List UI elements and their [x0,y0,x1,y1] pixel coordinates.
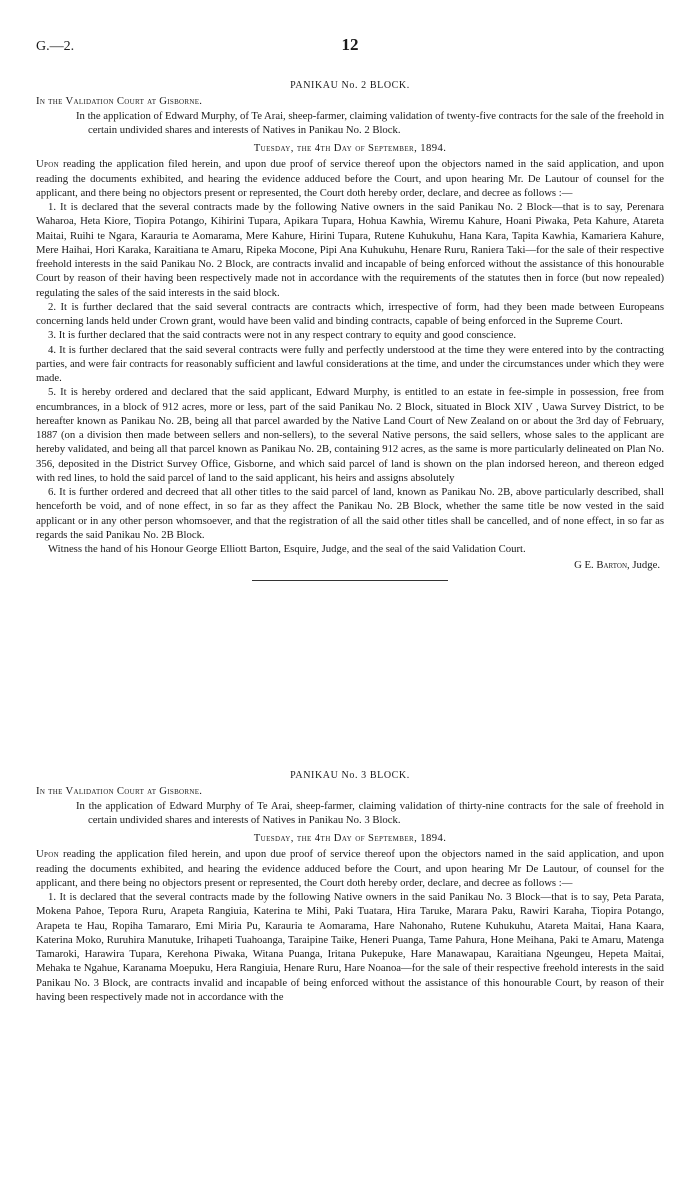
paragraph-2: 2. It is further declared that the said several contracts are contracts which, irrespective of form, had they been made between Europeans concerning lands held under Crown grant, would have been valid and binding contracts, capable of being enforced in the Supreme Court. [36,300,664,327]
section-panikau-3 [36,769,664,1004]
signature-title: , Judge. [627,559,660,572]
application-text: In the application of Edward Murphy of Te Arai, sheep-farmer, claiming validation of thirty-nine contracts for the sale of freehold in certain undivided shares and interests of Natives in Panikau No. 3 Block. [76,799,664,826]
intro-text: reading the application filed herein, and upon due proof of service thereof upon the objectors named in the said application, and upon reading the documents exhibited, and hearing the evidence adduced before the Court, and upon hearing Mr. De Lautour of counsel for the applicant, and there being no objectors present or represented, the Court doth hereby order, declare, and decree as follows :— [36,158,664,199]
intro-lead: Upon [36,158,59,171]
court-name: In the Validation Court at Gisborne. [36,785,203,798]
series-number: G.—2. [36,39,75,54]
application-text: In the application of Edward Murphy, of Te Arai, sheep-farmer, claiming validation of twenty-five contracts for the sale of the freehold in certain undivided shares and interests of Natives in Panikau No. 2 Block. [76,109,664,136]
page-header [36,35,664,60]
intro-paragraph [36,847,664,890]
page-number: 12 [341,35,359,54]
paragraph-6: 6. It is further ordered and decreed that all other titles to the said parcel of land, known as Panikau No. 2B, above particularly described, shall henceforth be void, and of none effect, in so far as they affect the Panikau No. 2B Block, whether the same title be now vested in the said applicant or in any other person whomsoever, and that the registration of all the said other titles shall be cancelled, and of none effect, in so far as regards the said Panikau No. 2B Block. [36,486,664,541]
intro-paragraph [36,157,664,200]
hearing-date: Tuesday, the 4th Day of September, 1894. [253,832,447,844]
block-title: PANIKAU No. 2 BLOCK. [290,80,410,91]
section-panikau-2 [36,79,664,589]
paragraph-4: 4. It is further declared that the said several contracts were fully and perfectly understood at the time they were entered into by the contracting parties, and were fair contracts for reasonably sufficient and lawful considerations at the time, and under the circumstances under which they were made. [36,343,664,384]
paragraph-1: 1. It is declared that the several contracts made by the following Native owners in the said Panikau No. 3 Block—that is to say, Peta Parata, Mokena Pahoe, Tepora Ruru, Arapeta Rangiuia, Katerina te Mihi, Paki Tuatara, Hira Taruke, Marara Paku, Rawiri Karaha, Tiopira Potango, Arapeta te Hau, Ropiha Tamararo, Emi Miria Pu, Karauria te Aomarama, Hare Nahonaho, Rutene Kuhukuhu, Atareta Maitai, Hana Kaara, Katerina Moko, Ruruhira Manutuke, Irihapeti Tuahoanga, Taraipine Taike, Heneri Puanga, Tame Pahura, Hone Meihana, Paki te Amaru, Matenga Tamaroki, Harawira Tupara, Kerehona Piwaka, Witana Puanga, Iritana Pukepuke, Hare Manawapau, Karaitiana Ngeungeu, Hepeta Maitai, Mehaka te Ngahue, Karanama Moepuku, Hera Rangiuia, Henare Ruru, Hare Noanoa—for the sale of their respective freehold interests in the said Panikau No. 3 Block, are contracts invalid and incapable of being enforced without the assistance of this honourable Court, by reason of their having been respectively made not in accordance with the [36,891,664,1003]
court-name: In the Validation Court at Gisborne. [36,95,203,108]
section-divider [252,580,448,581]
block-title: PANIKAU No. 3 BLOCK. [290,770,410,781]
signature-initials: G E. [574,559,597,572]
hearing-date: Tuesday, the 4th Day of September, 1894. [253,142,447,154]
paragraph-3: 3. It is further declared that the said contracts were not in any respect contrary to equity and good conscience. [48,329,516,342]
paragraph-1: 1. It is declared that the several contracts made by the following Native owners in the said Panikau No. 2 Block—that is to say, Perenara Waharoa, Heta Kiore, Tiopira Potango, Kihirini Tupara, Apikara Tupara, Hohua Kawhia, Wiremu Kahure, Hoani Piwaka, Peta Kahure, Atareta Maitai, Ruihi te Ngara, Karauria te Aomarama, Mere Kahure, Hirini Tupara, Rutene Kuhukuhu, Hana Kara, Tapita Kawhia, Kamariera Kahure, Mere Haihai, Hori Karaka, Karaitiana te Amaru, Ripeka Mocone, Pipi Ana Kuhukuhu, Henare Ruru, Raniera Taki—for the sale of their respective freehold interests in the said Panikau No. 2 Block, are contracts invalid and incapable of being enforced without the assistance of this honourable Court by reason of their having been respectively made not in accordance with the requirements of the statutes then in force (but now repealed) regulating the sales of the said interests in the said block. [36,201,664,299]
paragraph-5: 5. It is hereby ordered and declared that the said applicant, Edward Murphy, is entitled to an estate in fee-simple in possession, free from encumbrances, in a block of 912 acres, more or less, part of the said Panikau No. 2 Block, situated in Block XIV , Uawa Survey District, to be hereafter known as Panikau No. 2B, being all that parcel awarded by the Native Land Court of New Zealand on or about the 3rd day of February, 1887 (on a division then made between sellers and non-sellers), to the several Native persons, the said sellers, whose sales to the applicant are hereby validated, and being all that parcel known as Panikau No. 2B, containing 912 acres, as the same is more particularly delineated on Plan No. 356, deposited in the District Survey Office, Gisborne, and which said parcel of land is shown on the plan indorsed hereon, and thereon edged with red lines, to hold the said parcel of land to the said applicant, his heirs and assigns absolutely [36,386,664,484]
signature-name: Barton [596,559,628,572]
witness-clause: Witness the hand of his Honour George Elliott Barton, Esquire, Judge, and the seal of the said Validation Court. [48,543,526,555]
intro-text: reading the application filed herein, and upon due proof of service thereof upon the objectors named in the said application, and upon reading the documents exhibited, and hearing the evidence adduced before the Court, and upon hearing Mr De Lautour, of counsel for the applicant, and there being no objectors present or represented, the Court doth hereby order, declare, and decree as follows :— [36,848,664,889]
intro-lead: Upon [36,848,59,861]
judge-signature [36,558,664,572]
